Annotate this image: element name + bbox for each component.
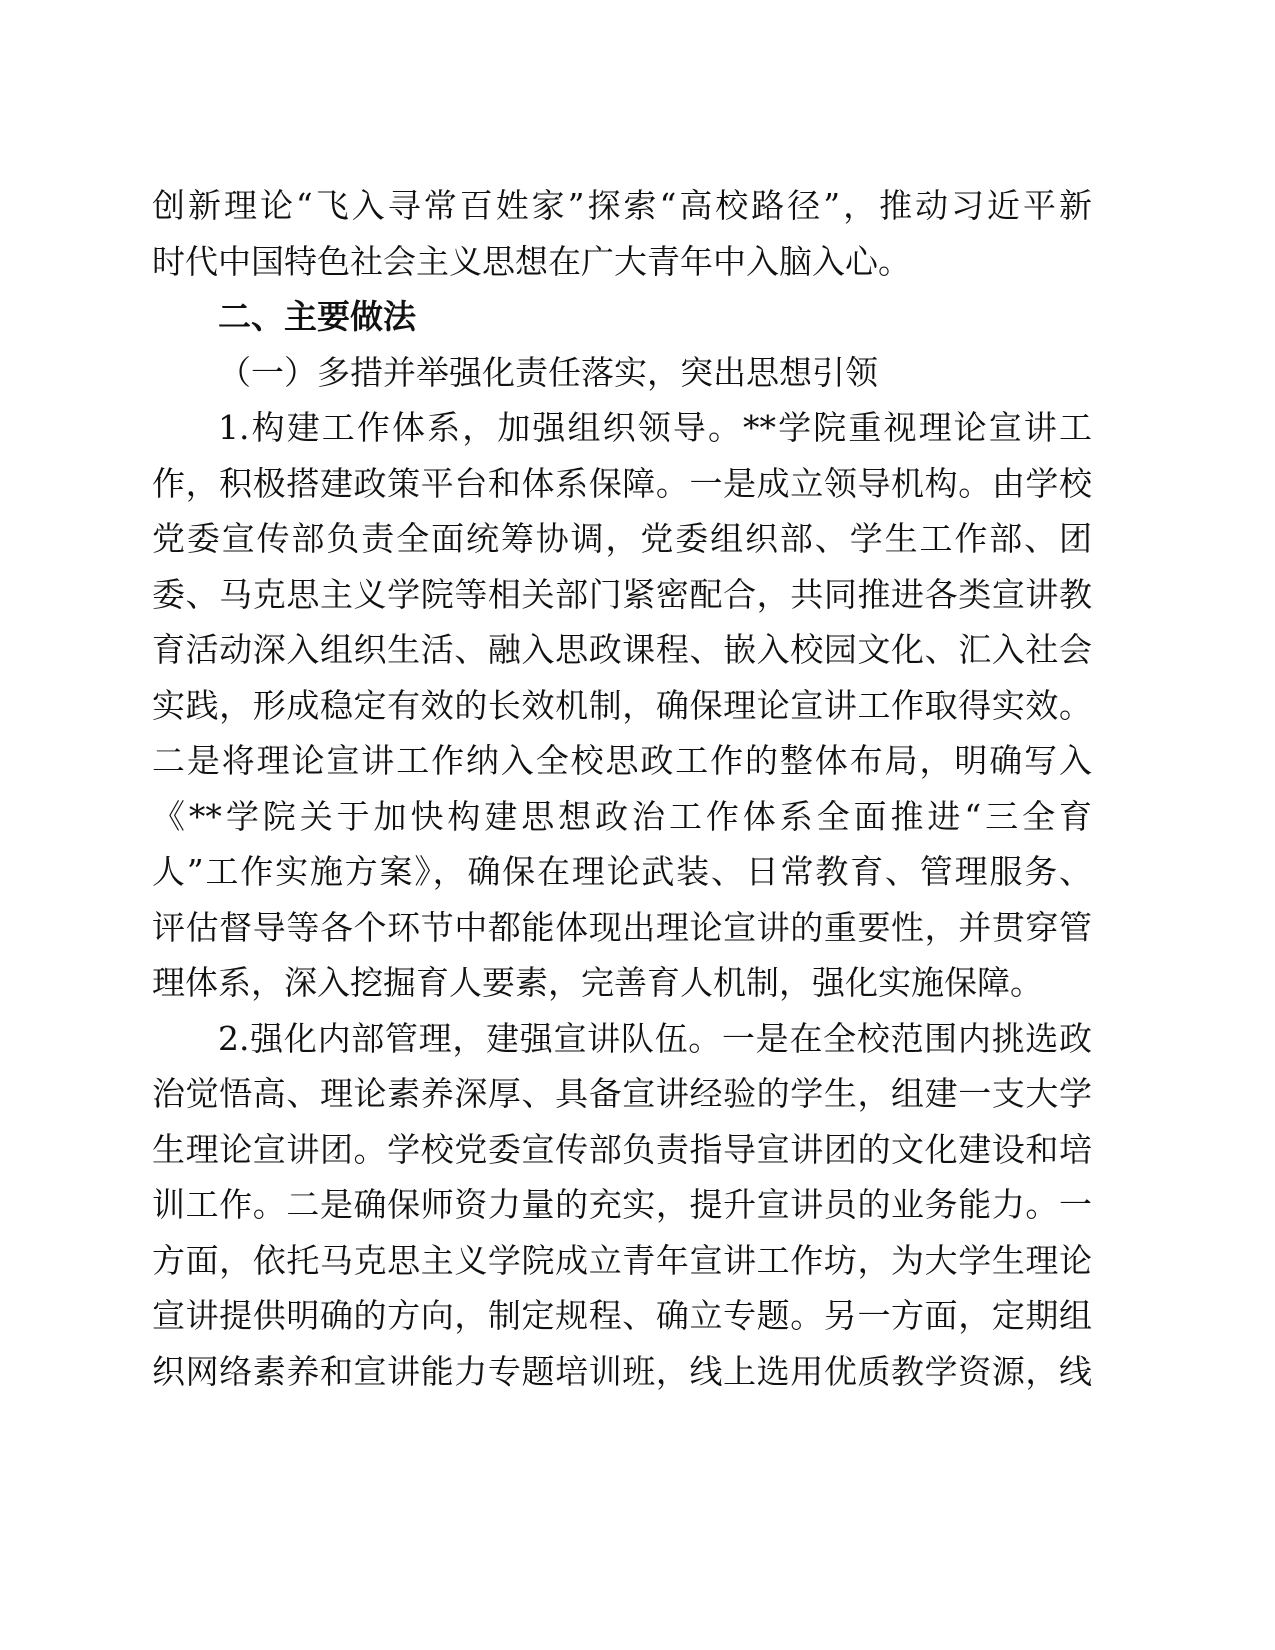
paragraph-line: 实践，形成稳定有效的长效机制，确保理论宣讲工作取得实效。: [152, 685, 1092, 725]
section-heading: 二、主要做法: [218, 297, 416, 336]
paragraph-line: 党委宣传部负责全面统筹协调，党委组织部、学生工作部、团: [152, 519, 1092, 558]
paragraph-line: 方面，依托马克思主义学院成立青年宣讲工作坊，为大学生理论: [152, 1240, 1092, 1280]
paragraph-line: 治觉悟高、理论素养深厚、具备宣讲经验的学生，组建一支大学: [152, 1074, 1092, 1113]
paragraph-line: 2.强化内部管理，建强宣讲队伍。一是在全校范围内挑选政: [218, 1018, 1092, 1058]
subsection-heading: （一）多措并举强化责任落实，突出思想引领: [218, 352, 878, 392]
paragraph-line: 人”工作实施方案》，确保在理论武装、日常教育、管理服务、: [152, 852, 1092, 891]
paragraph-line: 1.构建工作体系，加强组织领导。**学院重视理论宣讲工: [218, 408, 1092, 447]
paragraph-line: 生理论宣讲团。学校党委宣传部负责指导宣讲团的文化建设和培: [152, 1129, 1092, 1169]
paragraph-line: 评估督导等各个环节中都能体现出理论宣讲的重要性，并贯穿管: [152, 907, 1092, 947]
paragraph-line: 委、马克思主义学院等相关部门紧密配合，共同推进各类宣讲教: [152, 574, 1092, 614]
paragraph-line: 训工作。二是确保师资力量的充实，提升宣讲员的业务能力。一: [152, 1185, 1092, 1224]
paragraph-line: 作，积极搭建政策平台和体系保障。一是成立领导机构。由学校: [152, 463, 1092, 503]
paragraph-line: 二是将理论宣讲工作纳入全校思政工作的整体布局，明确写入: [152, 741, 1092, 780]
paragraph-line: 《**学院关于加快构建思想政治工作体系全面推进“三全育: [152, 796, 1092, 836]
paragraph-line: 时代中国特色社会主义思想在广大青年中入脑入心。: [152, 241, 911, 281]
paragraph-line: 创新理论“飞入寻常百姓家”探索“高校路径”，推动习近平新: [152, 186, 1092, 225]
paragraph-line: 育活动深入组织生活、融入思政课程、嵌入校园文化、汇入社会: [152, 630, 1092, 669]
paragraph-line: 理体系，深入挖掘育人要素，完善育人机制，强化实施保障。: [152, 963, 1043, 1002]
paragraph-line: 宣讲提供明确的方向，制定规程、确立专题。另一方面，定期组: [152, 1296, 1092, 1335]
document-body: [152, 178, 1092, 1399]
paragraph-line: 织网络素养和宣讲能力专题培训班，线上选用优质教学资源，线: [152, 1351, 1092, 1391]
